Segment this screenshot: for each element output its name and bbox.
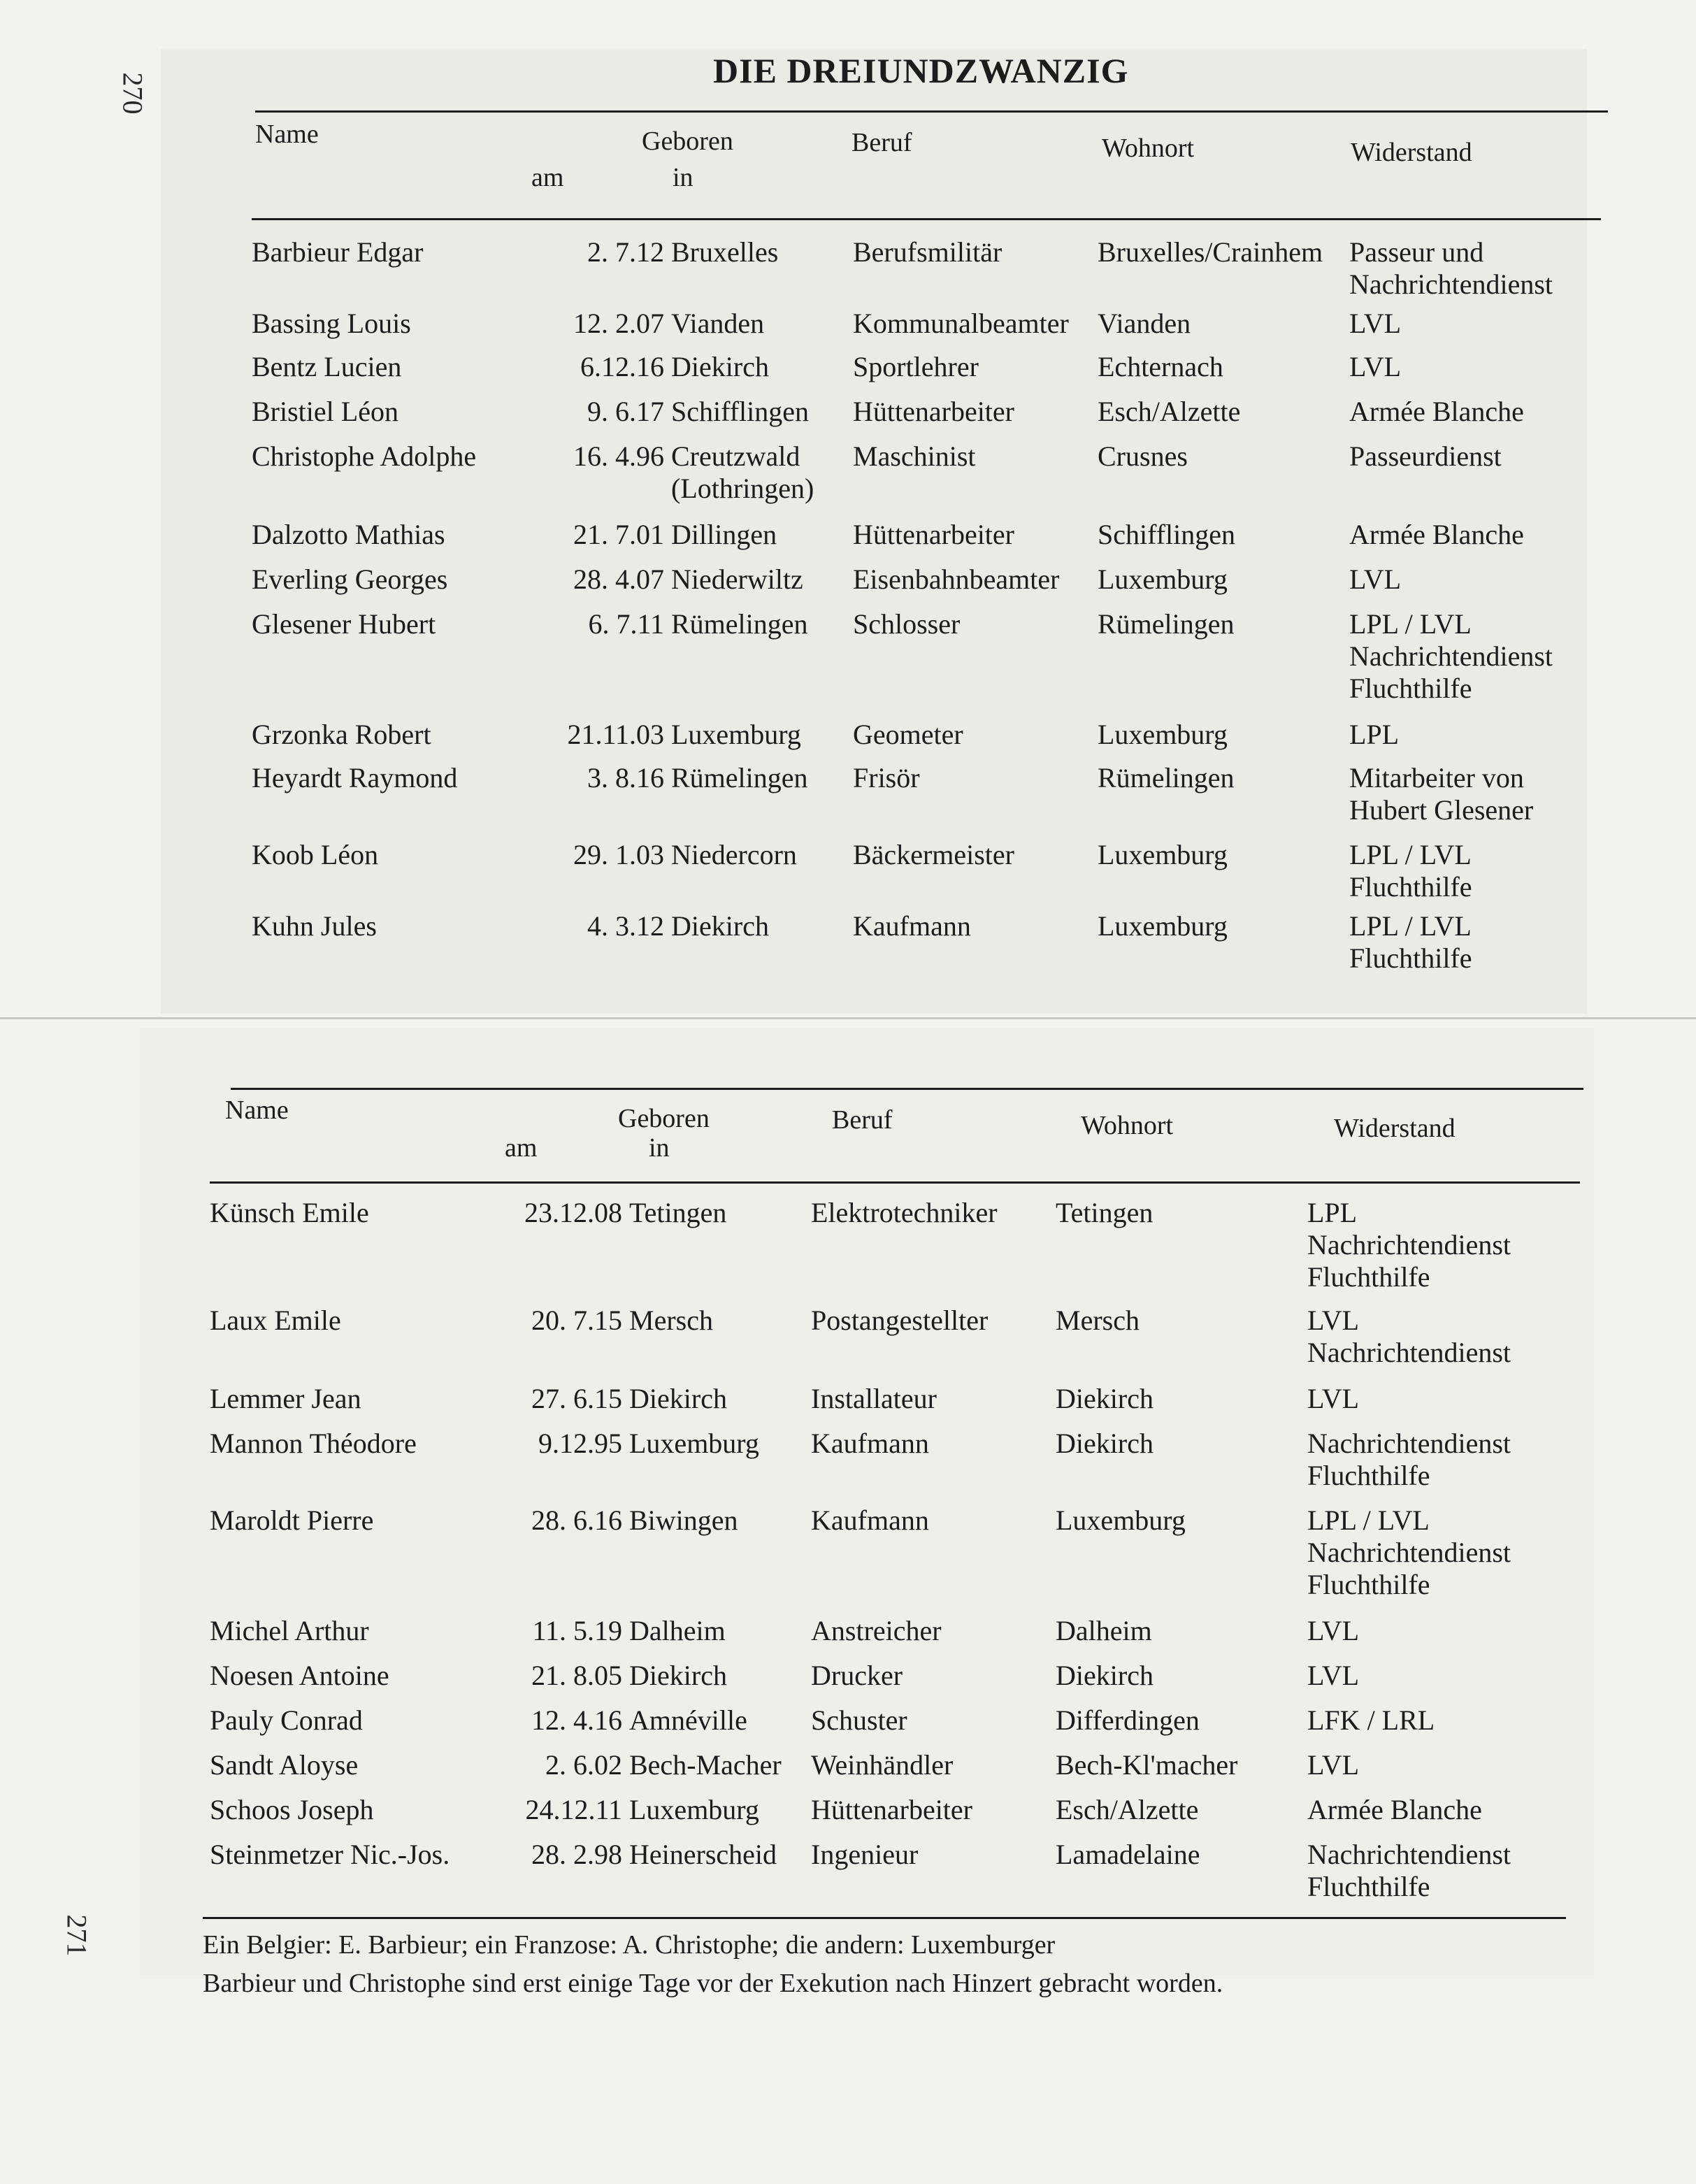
born-place-cell: Dillingen <box>671 519 777 550</box>
resistance-cell <box>1307 1504 1511 1601</box>
residence-cell: Rümelingen <box>1098 762 1235 793</box>
profession-cell: Schuster <box>811 1704 907 1736</box>
resistance-line: Passeurdienst <box>1349 440 1502 472</box>
resistance-line: LPL / LVL <box>1349 839 1472 870</box>
born-place-cell: Diekirch <box>629 1660 727 1691</box>
born-place-cell: Dalheim <box>629 1615 726 1646</box>
residence-cell: Luxemburg <box>1098 719 1228 750</box>
table1-header-wohnort: Wohnort <box>1102 134 1195 163</box>
resistance-line: LPL / LVL <box>1349 608 1472 640</box>
profession-cell: Schlosser <box>853 608 961 640</box>
table1-header-widerstand: Widerstand <box>1351 138 1472 167</box>
profession-cell: Frisör <box>853 762 920 793</box>
born-date-cell: 21.11.03 <box>567 719 664 750</box>
resistance-cell <box>1307 1383 1359 1415</box>
born-place-cell: Diekirch <box>629 1383 727 1414</box>
residence-cell: Diekirch <box>1056 1383 1154 1414</box>
resistance-line: Nachrichtendienst <box>1349 268 1553 300</box>
resistance-cell <box>1307 1660 1359 1692</box>
resistance-line: Fluchthilfe <box>1307 1871 1430 1902</box>
born-place-cell: Diekirch <box>671 910 769 942</box>
table1-header-rule <box>252 218 1601 220</box>
resistance-cell <box>1349 762 1533 826</box>
resistance-line: Fluchthilfe <box>1349 871 1472 903</box>
resistance-line: LVL <box>1307 1305 1360 1336</box>
profession-cell: Kaufmann <box>811 1504 929 1536</box>
residence-cell: Esch/Alzette <box>1098 396 1241 427</box>
resistance-cell <box>1349 608 1553 705</box>
born-date-cell: 21. 8.05 <box>531 1660 622 1691</box>
resistance-cell <box>1349 396 1524 428</box>
table1-header-am: am <box>531 163 564 192</box>
born-place-cell: Amnéville <box>629 1704 747 1736</box>
footnote-2: Barbieur und Christophe sind erst einige Tage vor der Exekution nach Hinzert gebracht worden. <box>203 1969 1223 1998</box>
resistance-cell <box>1349 719 1399 751</box>
name-cell: Pauly Conrad <box>210 1704 363 1736</box>
residence-cell: Schifflingen <box>1098 519 1236 550</box>
resistance-line: LPL <box>1307 1197 1358 1228</box>
born-place-cell: Schifflingen <box>671 396 810 427</box>
profession-cell: Kaufmann <box>853 910 971 942</box>
resistance-cell <box>1307 1197 1511 1293</box>
born-date-cell: 4. 3.12 <box>587 910 664 942</box>
table2-header-in: in <box>649 1133 670 1163</box>
resistance-cell <box>1349 839 1472 903</box>
name-cell: Grzonka Robert <box>252 719 431 750</box>
resistance-line: Passeur und <box>1349 236 1484 268</box>
born-date-cell: 2. 7.12 <box>587 236 664 268</box>
profession-cell: Sportlehrer <box>853 351 979 382</box>
resistance-cell <box>1307 1615 1359 1647</box>
name-cell: Bristiel Léon <box>252 396 398 427</box>
residence-cell: Esch/Alzette <box>1056 1794 1199 1825</box>
residence-cell: Lamadelaine <box>1056 1839 1200 1870</box>
resistance-cell <box>1307 1794 1482 1826</box>
born-date-cell: 20. 7.15 <box>531 1305 622 1336</box>
born-place-cell: Rümelingen <box>671 762 808 793</box>
born-place-cell: Diekirch <box>671 351 769 382</box>
profession-cell: Berufsmilitär <box>853 236 1002 268</box>
residence-cell: Diekirch <box>1056 1428 1154 1459</box>
born-place-cell: Niedercorn <box>671 839 797 870</box>
born-place-cell: Rümelingen <box>671 608 808 640</box>
name-cell: Heyardt Raymond <box>252 762 458 793</box>
born-date-cell: 12. 4.16 <box>531 1704 622 1736</box>
profession-cell: Ingenieur <box>811 1839 919 1870</box>
name-cell: Noesen Antoine <box>210 1660 389 1691</box>
name-cell: Schoos Joseph <box>210 1794 374 1825</box>
residence-cell: Luxemburg <box>1098 910 1228 942</box>
name-cell: Bentz Lucien <box>252 351 402 382</box>
born-date-cell: 27. 6.15 <box>531 1383 622 1414</box>
born-date-cell: 24.12.11 <box>525 1794 622 1825</box>
resistance-cell <box>1349 308 1401 340</box>
residence-cell: Diekirch <box>1056 1660 1154 1691</box>
profession-cell: Bäckermeister <box>853 839 1014 870</box>
resistance-line: Armée Blanche <box>1349 396 1524 427</box>
name-cell: Laux Emile <box>210 1305 341 1336</box>
resistance-cell <box>1349 519 1524 551</box>
resistance-cell <box>1349 563 1401 596</box>
residence-cell: Mersch <box>1056 1305 1140 1336</box>
profession-cell: Installateur <box>811 1383 937 1414</box>
born-date-cell: 3. 8.16 <box>587 762 664 793</box>
footnote-rule <box>203 1917 1566 1919</box>
born-date-cell: 6. 7.11 <box>588 608 664 640</box>
resistance-cell <box>1307 1305 1511 1369</box>
resistance-line: LVL <box>1349 563 1402 595</box>
born-place-cell: Luxemburg <box>629 1428 759 1459</box>
born-place-cell: Bech-Macher <box>629 1749 782 1781</box>
born-date-cell: 29. 1.03 <box>573 839 664 870</box>
born-date-cell: 9. 6.17 <box>587 396 664 427</box>
born-date-cell: 23.12.08 <box>524 1197 622 1228</box>
born-place-cell: Tetingen <box>629 1197 727 1228</box>
resistance-line: LPL <box>1349 719 1400 750</box>
resistance-line: Fluchthilfe <box>1307 1569 1430 1600</box>
resistance-line: LVL <box>1307 1383 1360 1414</box>
profession-cell: Elektrotechniker <box>811 1197 998 1228</box>
resistance-cell <box>1307 1704 1435 1737</box>
resistance-cell <box>1349 440 1502 473</box>
born-date-cell: 9.12.95 <box>538 1428 622 1459</box>
born-date-cell: 16. 4.96 <box>573 440 664 472</box>
residence-cell: Luxemburg <box>1098 839 1228 870</box>
residence-cell: Differdingen <box>1056 1704 1200 1736</box>
profession-cell: Eisenbahnbeamter <box>853 563 1060 595</box>
name-cell: Dalzotto Mathias <box>252 519 445 550</box>
table1-header-beruf: Beruf <box>851 128 912 157</box>
table2-header-wohnort: Wohnort <box>1081 1111 1174 1140</box>
name-cell: Michel Arthur <box>210 1615 369 1646</box>
footnote-1: Ein Belgier: E. Barbieur; ein Franzose: A. Christophe; die andern: Luxemburger <box>203 1930 1056 1960</box>
resistance-cell <box>1307 1749 1359 1781</box>
name-cell: Christophe Adolphe <box>252 440 477 472</box>
name-cell: Steinmetzer Nic.-Jos. <box>210 1839 450 1870</box>
profession-cell: Hüttenarbeiter <box>811 1794 972 1825</box>
residence-cell: Bruxelles/Crainhem <box>1098 236 1323 268</box>
born-place-cell: Luxemburg <box>629 1794 759 1825</box>
resistance-cell <box>1349 910 1472 975</box>
name-cell: Sandt Aloyse <box>210 1749 359 1781</box>
residence-cell: Vianden <box>1098 308 1191 339</box>
resistance-line: Armée Blanche <box>1349 519 1524 550</box>
resistance-line: Fluchthilfe <box>1307 1261 1430 1293</box>
resistance-line: LVL <box>1307 1615 1360 1646</box>
resistance-line: Nachrichtendienst <box>1349 640 1553 672</box>
born-place-cell: Vianden <box>671 308 765 339</box>
resistance-line: Nachrichtendienst <box>1307 1537 1511 1568</box>
born-date-cell: 12. 2.07 <box>573 308 664 339</box>
name-cell: Everling Georges <box>252 563 448 595</box>
name-cell: Barbieur Edgar <box>252 236 424 268</box>
born-date-cell: 28. 2.98 <box>531 1839 622 1870</box>
born-place-cell: Biwingen <box>629 1504 738 1536</box>
table1-header-in: in <box>673 163 694 192</box>
residence-cell: Bech-Kl'macher <box>1056 1749 1238 1781</box>
resistance-line: LVL <box>1307 1749 1360 1781</box>
table1-header-geboren: Geboren <box>642 127 733 156</box>
profession-cell: Weinhändler <box>811 1749 954 1781</box>
resistance-line: LPL / LVL <box>1349 910 1472 942</box>
name-cell: Künsch Emile <box>210 1197 369 1228</box>
residence-cell: Luxemburg <box>1056 1504 1186 1536</box>
born-place-cell: Niederwiltz <box>671 563 803 595</box>
residence-cell: Dalheim <box>1056 1615 1152 1646</box>
table2-top-rule <box>231 1088 1583 1090</box>
name-cell: Mannon Théodore <box>210 1428 417 1459</box>
resistance-line: Nachrichtendienst <box>1307 1337 1511 1368</box>
resistance-line: LVL <box>1307 1660 1360 1691</box>
residence-cell: Echternach <box>1098 351 1223 382</box>
resistance-line: LVL <box>1349 308 1402 339</box>
table1-header-name: Name <box>255 120 319 149</box>
profession-cell: Kommunalbeamter <box>853 308 1069 339</box>
residence-cell: Rümelingen <box>1098 608 1235 640</box>
born-date-cell: 2. 6.02 <box>545 1749 622 1781</box>
born-place-cell: Luxemburg <box>671 719 801 750</box>
resistance-cell <box>1349 351 1401 383</box>
lower-page-shade <box>140 1028 1594 1978</box>
page-fold <box>0 1017 1696 1019</box>
resistance-line: Nachrichtendienst <box>1307 1229 1511 1260</box>
born-date-cell: 21. 7.01 <box>573 519 664 550</box>
profession-cell: Kaufmann <box>811 1428 929 1459</box>
resistance-line: Hubert Glesener <box>1349 794 1534 826</box>
page-number-bottom: 271 <box>61 1914 93 1957</box>
resistance-line: LVL <box>1349 351 1402 382</box>
born-date-cell: 11. 5.19 <box>532 1615 622 1646</box>
page-number-top: 270 <box>117 72 149 115</box>
resistance-line: Nachrichtendienst <box>1307 1839 1511 1870</box>
name-cell: Lemmer Jean <box>210 1383 361 1414</box>
resistance-line: LFK / LRL <box>1307 1704 1435 1736</box>
born-place-cell: Heinerscheid <box>629 1839 777 1870</box>
profession-cell: Hüttenarbeiter <box>853 519 1014 550</box>
profession-cell: Drucker <box>811 1660 903 1691</box>
profession-cell: Geometer <box>853 719 963 750</box>
name-cell: Glesener Hubert <box>252 608 436 640</box>
profession-cell: Postangestellter <box>811 1305 989 1336</box>
name-cell: Koob Léon <box>252 839 379 870</box>
born-place-cell: Mersch <box>629 1305 713 1336</box>
table1-top-rule <box>255 110 1608 113</box>
table2-header-name: Name <box>225 1095 289 1125</box>
residence-cell: Luxemburg <box>1098 563 1228 595</box>
table2-header-geboren: Geboren <box>618 1104 710 1133</box>
resistance-line: Nachrichtendienst <box>1307 1428 1511 1459</box>
resistance-line: Fluchthilfe <box>1307 1460 1430 1491</box>
born-place-cell: Bruxelles <box>671 236 779 268</box>
born-date-cell: 6.12.16 <box>580 351 664 382</box>
table2-header-widerstand: Widerstand <box>1334 1114 1456 1143</box>
born-date-cell: 28. 4.07 <box>573 563 664 595</box>
born-date-cell: 28. 6.16 <box>531 1504 622 1536</box>
profession-cell: Anstreicher <box>811 1615 942 1646</box>
resistance-cell <box>1307 1839 1511 1903</box>
name-cell: Kuhn Jules <box>252 910 377 942</box>
resistance-line: Mitarbeiter von <box>1349 762 1524 793</box>
profession-cell: Hüttenarbeiter <box>853 396 1014 427</box>
resistance-cell <box>1307 1428 1511 1492</box>
residence-cell: Crusnes <box>1098 440 1188 472</box>
profession-cell: Maschinist <box>853 440 976 472</box>
page-title: DIE DREIUNDZWANZIG <box>713 51 1129 90</box>
resistance-line: LPL / LVL <box>1307 1504 1430 1536</box>
resistance-line: Fluchthilfe <box>1349 673 1472 704</box>
table2-header-rule <box>210 1181 1580 1184</box>
name-cell: Bassing Louis <box>252 308 411 339</box>
name-cell: Maroldt Pierre <box>210 1504 374 1536</box>
residence-cell: Tetingen <box>1056 1197 1154 1228</box>
born-place-cell: Creutzwald (Lothringen) <box>671 440 814 504</box>
resistance-cell <box>1349 236 1553 301</box>
resistance-line: Fluchthilfe <box>1349 942 1472 974</box>
resistance-line: Armée Blanche <box>1307 1794 1482 1825</box>
table2-header-am: am <box>505 1133 538 1163</box>
table2-header-beruf: Beruf <box>832 1105 893 1135</box>
